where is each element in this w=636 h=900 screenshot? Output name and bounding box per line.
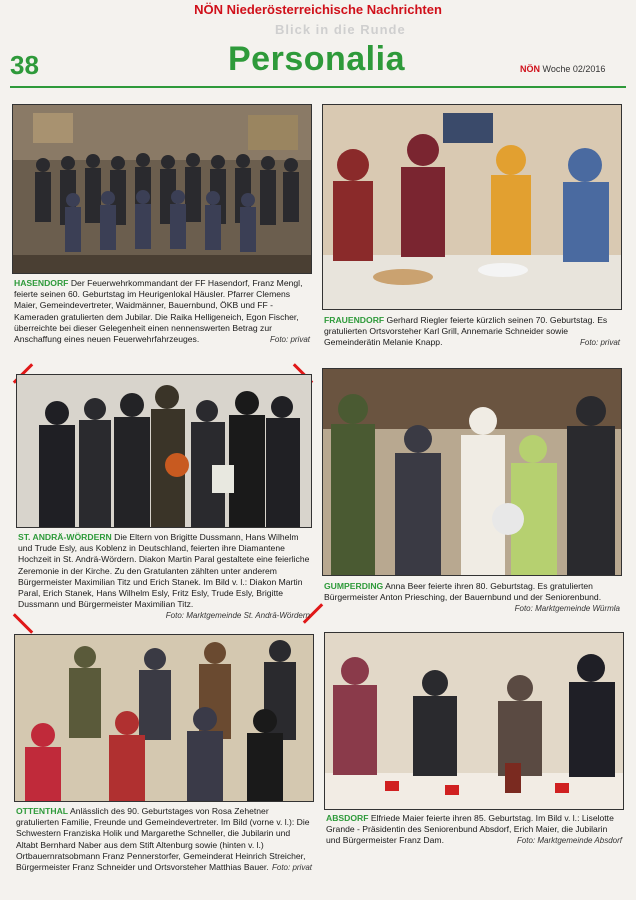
place-gumperding: GUMPERDING [324, 581, 384, 591]
caption-absdorf [326, 813, 622, 847]
place-hasendorf: HASENDORF [14, 278, 69, 288]
text-absdorf: Elfriede Maier feierte ihren 85. Geburtstag. Im Bild v. l.: Liselotte Grande - Präsidentin des Seniorenbund Absdorf, Erich Maier, die Jubilarin und Bürgermeister Franz Dam. [326, 813, 614, 846]
place-frauendorf: FRAUENDORF [324, 315, 385, 325]
header-rule [10, 86, 626, 88]
place-standrae: ST. ANDRÄ-WÖRDERN [18, 532, 112, 542]
photo-absdorf [324, 632, 624, 810]
credit-frauendorf: Foto: privat [579, 338, 620, 348]
issue-week: Woche 02/2016 [542, 64, 606, 74]
credit-gumperding: Foto: Marktgemeinde Würmla [514, 604, 620, 614]
ghost-heading: Blick in die Runde [275, 22, 406, 37]
photo-standrae [16, 374, 312, 528]
caption-gumperding [324, 581, 620, 615]
section-title: Personalia [228, 40, 405, 78]
place-ottenthal: OTTENTHAL [16, 806, 69, 816]
photo-ottenthal [14, 634, 314, 802]
credit-standrae: Foto: Marktgemeinde St. Andrä-Wördern [165, 611, 310, 621]
caption-frauendorf [324, 315, 620, 349]
credit-ottenthal: Foto: privat [271, 863, 312, 873]
caption-standrae [18, 532, 310, 622]
page-number: 38 [10, 50, 39, 80]
caption-ottenthal [16, 806, 312, 873]
issue-brand: NÖN [520, 64, 540, 74]
text-frauendorf: Gerhard Riegler feierte kürzlich seinen 70. Geburtstag. Es gratulierten Ortsvorsteher Karl Grill, Annemarie Schneider sowie Gemeinderätin Melanie Knapp. [324, 315, 608, 348]
photo-frauendorf [322, 104, 622, 310]
caption-hasendorf [14, 278, 310, 345]
text-standrae: Die Eltern von Brigitte Dussmann, Hans Wilhelm und Trude Esly, aus Koblenz in Deutschland, feierten ihre Diamantene Hochzeit in St. Andrä-Wördern. Diakon Martin Paral gestaltete eine feierliche Zeremonie in der Kirche. Zu den Gratulanten zählten unter anderem Bürgermeister Maximilian Titz und Erich Stanek. Im Bild v. l.: Diakon Martin Paral, Erich Stanek, Hans Wilhelm Esly, Fritz Esly, Trude Esly, Brigitte Dussmann und Bürgermeister Maximilian Titz. [18, 532, 310, 610]
text-ottenthal: Anlässlich des 90. Geburtstages von Rosa Zehetner gratulierten Familie, Freunde und Gemeindevertreter. Im Bild (vorne v. l.): Die Schwestern Franziska Holik und Margarethe Schneller, die Jubilarin und Altabt Bernhard Naber aus dem Stift Altenburg sowie (hinten v. l.) Ortbauernratsobmann Franz Pennerstorfer, Gemeinderat Heinrich Streicher, Bürgermeister Franz Schneider und Ortsvorsteher Matthias Bauer. [16, 806, 310, 873]
text-hasendorf: Der Feuerwehrkommandant der FF Hasendorf, Franz Mengl, feierte seinen 60. Geburtstag im Heurigenlokal Häusler. Pfarrer Clemens Maier, Gemeindevertreter, Waidmänner, Bauernbund, ÖKB und FF - Kameraden gratulierten dem Jubilar. Die Raika Helligeneich, Egon Fischer, überreichte bei dieser Gelegenheit einen nennenswerten Betrag zur Anschaffung eines neuen Feuerwehrfahrzeuges. [14, 278, 303, 345]
credit-hasendorf: Foto: privat [269, 335, 310, 345]
photo-hasendorf [12, 104, 312, 274]
photo-gumperding [322, 368, 622, 576]
place-absdorf: ABSDORF [326, 813, 369, 823]
credit-absdorf: Foto: Marktgemeinde Absdorf [516, 836, 622, 846]
newspaper-banner: NÖN Niederösterreichische Nachrichten [194, 2, 442, 17]
issue-info [520, 64, 605, 74]
text-gumperding: Anna Beer feierte ihren 80. Geburtstag. Es gratulierten Bürgermeister Anton Priesching, der Bauernbund und der Seniorenbund. [324, 581, 602, 603]
